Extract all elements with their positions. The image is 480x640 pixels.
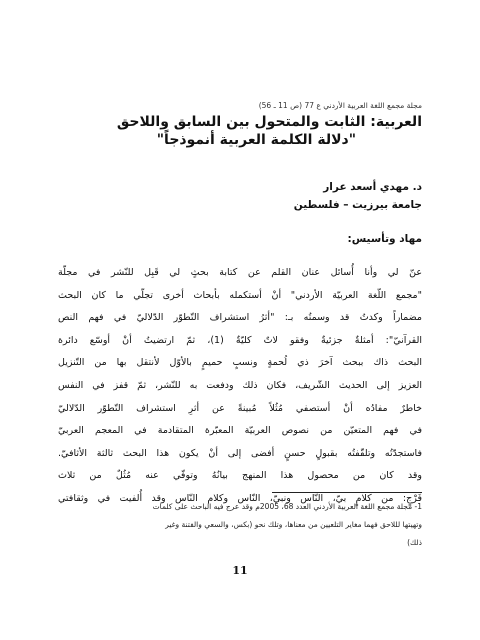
body-line-9: فاستجدّتُه وتلقّفتُه بقبولٍ حسنٍ أفضى إلى أنْ يكون هذا البحث ثالثة الأثافيّ. [58, 447, 422, 459]
footnote-divider [272, 492, 422, 493]
footnote-line-3: ذلك) [407, 538, 422, 547]
author-block [58, 178, 422, 214]
footnote [58, 498, 422, 552]
body-line-4: القرآنيّ": أمثلةٌ جزئيةٌ وفقو لاتٌ كليّةٌ (1)، ثمّ ارتضيتُ أنْ أوسّع دائرة [58, 334, 422, 346]
body-line-1: عنّ لي وأنا أُسائل عنان القلم عن كتابة بحثٍ لي قَبِل للنّشر في مجلّة [58, 267, 422, 278]
article-title-line-1: العربية: الثابت والمتحول بين السابق واللاحق [116, 114, 422, 130]
author-affiliation: جامعة بيرزيت – فلسطين [293, 199, 422, 211]
body-line-6: العزيز إلى الحديث الشّريف، فكان ذلك ودفعت به للنّشر، ثمّ قفز في النفس [58, 379, 422, 391]
body-line-11: فَرْجٍ: من كلامٍ بيّ، النّاس ونبيّ، النّاس وكلام النّاس وقد أُلفيت في وثقافتي [58, 492, 422, 504]
body-line-5: البحث ذاك ببحث آخرَ ذي لُحمةٍ ونسبٍ حميمٍ بالأوّل لأنتقل بها من التّنزيل [58, 357, 422, 369]
section-heading: مهاد وتأسيس: [347, 233, 422, 245]
body-line-10: وقد كان من محصول هذا المنهج بيانُهُ وتوفّي عنه مُثُلٌ من ثلاث [58, 470, 422, 482]
running-header: مجلة مجمع اللغة العربية الأردني ع 77 (ص 11 ـ 56) [258, 101, 422, 110]
article-title-line-2: "دلالة الكلمة العربية أنموذجاً" [156, 132, 356, 148]
body-line-7: خاطرٌ مفادُه أنْ أستصفي مُثُلاً مُبينةً عن أثرِ استشراف التّطوّر الدّلاليّ [58, 402, 422, 414]
body-line-3: مضماراً وكدتُ قد وسمتُه بـ: "أثرُ استشراف التّطوّر الدّلاليّ في فهم النص [58, 312, 422, 324]
footnote-line-2: وتهيتها لللاحق فهما مغاير التلعيين من معناها، وتلك نحو (بكس، والسعي والفتنة وغير [165, 520, 422, 529]
body-line-8: في فهم المتعيّن من نصوص العربيّة المعبّرة المتقادمة في المعجم العربيّ [58, 425, 422, 437]
author-name: د. مهدي أسعد عرار [323, 181, 422, 193]
body-line-2: "مجمع اللّغة العربيّة الأردني" أنْ أستكمله بأبحاث أخرى تجلّي ما كان البحث [58, 289, 422, 301]
footnote-line-1: 1- مجلة مجمع اللغة العربية الأردني العدد 68، 2005م وقد عرج فيه الباحث على كلمات [152, 502, 422, 511]
body-paragraph [58, 262, 422, 511]
page-number: 11 [232, 564, 248, 577]
article-title [58, 113, 422, 149]
